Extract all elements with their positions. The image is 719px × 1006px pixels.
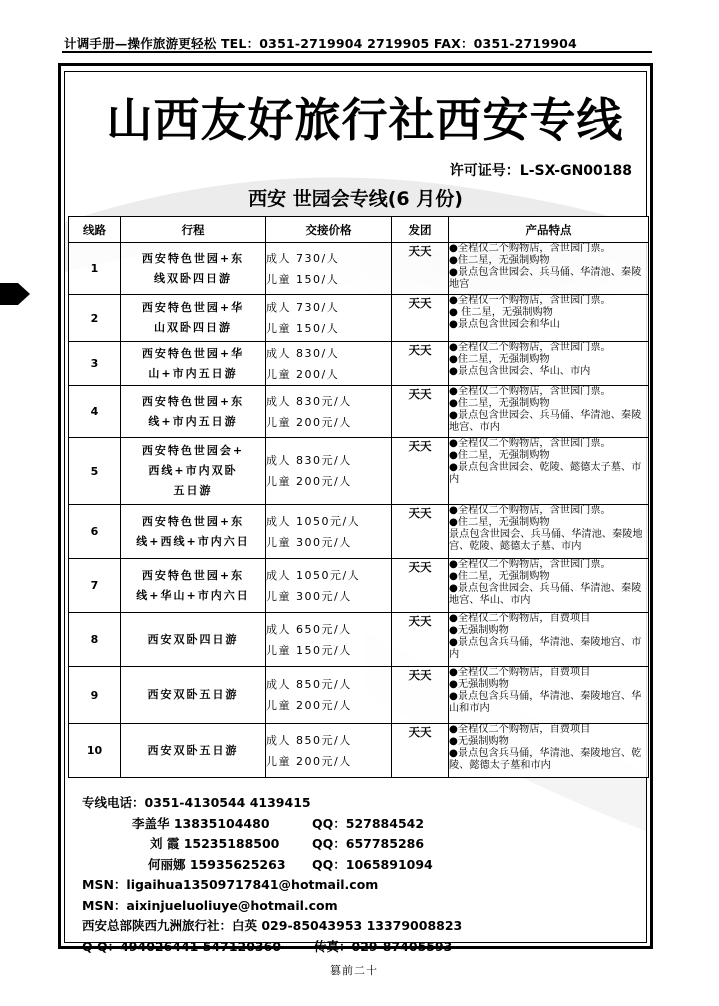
contact-qq: QQ：527884542 [312, 815, 425, 831]
feature-line: ●住二星，无强制购物 [449, 398, 550, 409]
adult-price: 成人 830元/人 [266, 394, 352, 408]
route-number: 9 [69, 667, 121, 724]
table-header-row [69, 217, 649, 243]
contact-person [82, 814, 462, 835]
route-number: 5 [69, 438, 121, 505]
route-number: 6 [69, 505, 121, 559]
price-cell [266, 342, 392, 386]
price-cell [266, 613, 392, 667]
tour-table [68, 216, 649, 778]
features-cell [449, 613, 649, 667]
feature-line: ●住二星，无强制购物 [449, 517, 550, 528]
adult-price: 成人 850元/人 [266, 733, 352, 747]
itinerary-line: 西安特色世园+东 [141, 251, 245, 265]
itinerary-line: 西安双卧四日游 [147, 632, 239, 646]
itinerary-line: 西线+市内双卧 [148, 464, 238, 477]
agency-title: 山西友好旅行社西安专线 [106, 93, 624, 147]
page-number: 篡前二十 [330, 964, 378, 977]
price-cell [266, 724, 392, 778]
itinerary-cell [121, 295, 266, 342]
features-cell [449, 342, 649, 386]
departure-cell: 天天 [392, 505, 449, 559]
child-price: 儿童 150元/人 [266, 643, 352, 657]
qq-fax-line [82, 937, 462, 958]
price-cell [266, 243, 392, 295]
itinerary-line: 西安特色世园+东 [141, 568, 245, 582]
feature-line: ●景点包含世园会和华山 [449, 319, 560, 330]
fax-number: 传真：029-87405593 [314, 938, 453, 954]
itinerary-cell [121, 613, 266, 667]
feature-line: ●无强制购物 [449, 679, 509, 690]
itinerary-line: 西安特色世园会+ [141, 444, 245, 457]
license-number: 许可证号：L-SX-GN00188 [449, 163, 632, 179]
price-cell [266, 505, 392, 559]
itinerary-line: 西安特色世园+华 [141, 346, 245, 360]
contact-qq: QQ：1065891094 [312, 856, 433, 872]
itinerary-line: 五日游 [173, 484, 213, 497]
page-header: 计调手册—操作旅游更轻松 TEL：0351-2719904 2719905 FAX：0351-2719904 [64, 36, 577, 51]
adult-price: 成人 730/人 [266, 251, 340, 265]
feature-line: ●住二星，无强制购物 [449, 571, 550, 582]
itinerary-line: 线+华山+市内六日 [136, 588, 250, 602]
feature-line: ●景点包含兵马俑，华清池、秦陵地宫、华山和市内 [449, 691, 642, 714]
feature-line: ●全程仅二个购物店，自费项目 [449, 667, 591, 678]
contact-person [82, 855, 462, 876]
route-number: 8 [69, 613, 121, 667]
xian-office: 西安总部陕西九洲旅行社：白英 029-85043953 13379008823 [82, 918, 463, 933]
departure-cell: 天天 [392, 295, 449, 342]
feature-line: 景点包含世园会、兵马俑、华清池、秦陵地宫、乾陵、懿德太子墓、市内 [449, 529, 643, 552]
feature-line: ●全程仅二个购物店，含世园门票。 [449, 342, 611, 353]
table-row [69, 295, 649, 342]
child-price: 儿童 200元/人 [266, 475, 352, 488]
table-row [69, 243, 649, 295]
feature-line: ●景点包含世园会、乾陵、懿德太子墓、市内 [449, 462, 642, 485]
table-row [69, 342, 649, 386]
features-cell [449, 505, 649, 559]
features-cell [449, 386, 649, 438]
feature-line: ●住二星，无强制购物 [449, 450, 550, 461]
features-cell [449, 438, 649, 505]
itinerary-line: 线双卧四日游 [154, 271, 232, 285]
adult-price: 成人 1050元/人 [266, 568, 361, 582]
itinerary-line: 山+市内五日游 [148, 366, 238, 380]
contact-name-phone: 何丽娜 15935625263 [148, 856, 286, 872]
qq-numbers: Q Q：494026441 547120360 [82, 938, 282, 954]
itinerary-cell [121, 505, 266, 559]
route-number: 1 [69, 243, 121, 295]
col-header-departure: 发团 [392, 217, 449, 243]
price-cell [266, 667, 392, 724]
departure-cell: 天天 [392, 667, 449, 724]
features-cell [449, 667, 649, 724]
feature-line: ●无强制购物 [449, 736, 509, 747]
itinerary-line: 西安特色世园+华 [141, 301, 245, 314]
hotline: 专线电话：0351-4130544 4139415 [82, 795, 311, 810]
adult-price: 成人 830元/人 [266, 454, 352, 467]
child-price: 儿童 150/人 [266, 272, 340, 286]
feature-line: ●景点包含世园会、兵马俑、华清池、秦陵地宫、华山、市内 [449, 583, 642, 606]
feature-line: ● 住二星，无强制购物 [449, 307, 553, 318]
col-header-features: 产品特点 [449, 217, 649, 243]
price-cell [266, 559, 392, 613]
feature-line: ●全程仅二个购物店，含世园门票。 [449, 438, 611, 449]
feature-line: ●景点包含世园会、兵马俑、华清池、秦陵地宫、市内 [449, 410, 642, 433]
adult-price: 成人 830/人 [266, 346, 340, 360]
feature-line: ●无强制购物 [449, 625, 509, 636]
route-number: 4 [69, 386, 121, 438]
itinerary-line: 西安双卧五日游 [147, 688, 239, 701]
itinerary-line: 西安特色世园+东 [141, 394, 245, 408]
itinerary-line: 西安特色世园+东 [141, 514, 245, 528]
child-price: 儿童 300元/人 [266, 535, 352, 549]
route-number: 2 [69, 295, 121, 342]
col-header-route-no: 线路 [69, 217, 121, 243]
route-number: 3 [69, 342, 121, 386]
table-row [69, 667, 649, 724]
feature-line: ●景点包含兵马俑，华清池、秦陵地宫、市内 [449, 637, 642, 660]
feature-line: ●全程仅二个购物店，含世园门票。 [449, 243, 611, 254]
departure-cell: 天天 [392, 243, 449, 295]
features-cell [449, 243, 649, 295]
feature-line: ●景点包含世园会、华山、市内 [449, 366, 591, 377]
msn-2: MSN：aixinjueluoliuye@hotmail.com [82, 897, 338, 913]
child-price: 儿童 200/人 [266, 367, 340, 381]
table-row [69, 505, 649, 559]
col-header-itinerary: 行程 [121, 217, 266, 243]
features-cell [449, 295, 649, 342]
col-header-price: 交接价格 [266, 217, 392, 243]
feature-line: ●全程仅二个购物店，自费项目 [449, 724, 591, 735]
feature-line: ●住二星，无强制购物 [449, 255, 550, 266]
table-row [69, 438, 649, 505]
route-number: 7 [69, 559, 121, 613]
itinerary-line: 西安双卧五日游 [147, 743, 239, 757]
features-cell [449, 559, 649, 613]
departure-cell: 天天 [392, 613, 449, 667]
itinerary-cell [121, 243, 266, 295]
adult-price: 成人 730/人 [266, 301, 340, 314]
contact-person [82, 834, 462, 855]
departure-cell: 天天 [392, 559, 449, 613]
departure-cell: 天天 [392, 342, 449, 386]
adult-price: 成人 850元/人 [266, 678, 352, 691]
route-number: 10 [69, 724, 121, 778]
contact-block [82, 793, 462, 957]
itinerary-cell [121, 386, 266, 438]
contact-name-phone: 李盖华 13835104480 [132, 815, 270, 831]
itinerary-cell [121, 438, 266, 505]
table-row [69, 559, 649, 613]
table-row [69, 386, 649, 438]
feature-line: ●全程仅二个购物店，含世园门票。 [449, 505, 611, 516]
child-price: 儿童 300元/人 [266, 589, 352, 603]
adult-price: 成人 1050元/人 [266, 514, 361, 528]
child-price: 儿童 200元/人 [266, 699, 352, 712]
feature-line: ●景点包含世园会、兵马俑、华清池、秦陵地宫 [449, 267, 642, 290]
itinerary-line: 线+市内五日游 [148, 414, 238, 428]
departure-cell: 天天 [392, 724, 449, 778]
feature-line: ●住二星，无强制购物 [449, 354, 550, 365]
departure-cell: 天天 [392, 438, 449, 505]
table-row [69, 613, 649, 667]
price-cell [266, 295, 392, 342]
child-price: 儿童 200元/人 [266, 754, 352, 768]
msn-1: MSN：ligaihua13509717841@hotmail.com [82, 877, 379, 892]
adult-price: 成人 650元/人 [266, 622, 352, 636]
price-cell [266, 386, 392, 438]
child-price: 儿童 200元/人 [266, 415, 352, 429]
itinerary-cell [121, 342, 266, 386]
page-marker-arrow-icon [0, 283, 30, 305]
feature-line: ●景点包含兵马俑，华清池、秦陵地宫、乾陵、懿德太子墓和市内 [449, 748, 642, 771]
contact-name-phone: 刘 霞 15235188500 [150, 836, 280, 851]
departure-cell: 天天 [392, 386, 449, 438]
table-row [69, 724, 649, 778]
itinerary-cell [121, 559, 266, 613]
price-cell [266, 438, 392, 505]
route-subtitle: 西安 世园会专线(6 月份) [248, 188, 463, 210]
contact-qq: QQ：657785286 [312, 836, 425, 851]
itinerary-line: 线+西线+市内六日 [136, 534, 250, 548]
feature-line: ●全程仅二个购物店，含世园门票。 [449, 559, 611, 570]
feature-line: ●全程仅一个购物店，含世园门票。 [449, 295, 611, 306]
feature-line: ●全程仅二个购物店，自费项目 [449, 613, 591, 624]
itinerary-line: 山双卧四日游 [154, 321, 232, 334]
itinerary-cell [121, 667, 266, 724]
child-price: 儿童 150/人 [266, 322, 340, 335]
header-divider [62, 51, 652, 53]
itinerary-cell [121, 724, 266, 778]
features-cell [449, 724, 649, 778]
feature-line: ●全程仅二个购物店，含世园门票。 [449, 386, 611, 397]
